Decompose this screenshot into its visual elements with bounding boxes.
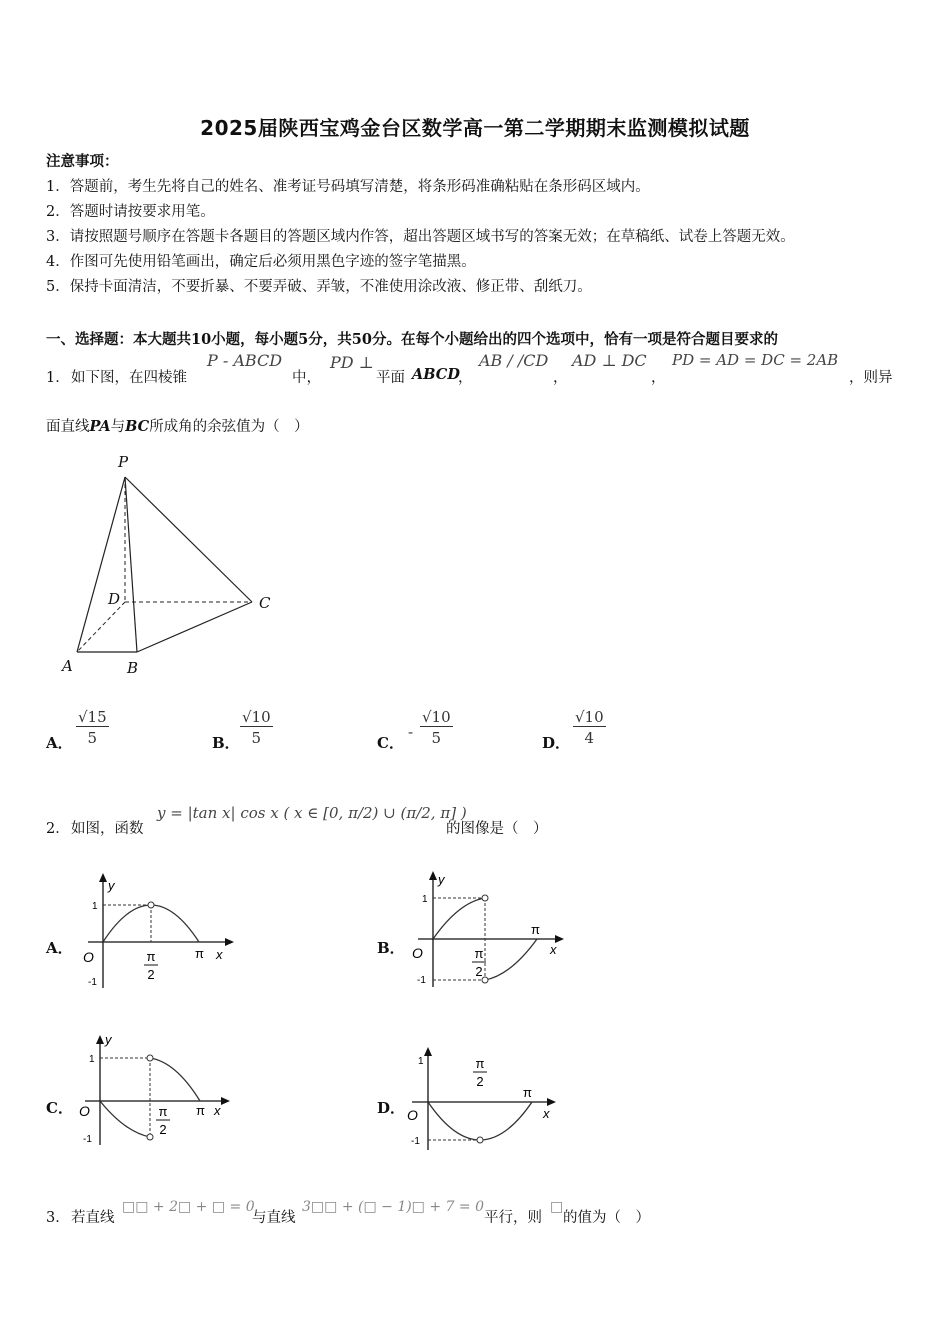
svg-text:x: x [543,1106,550,1121]
q1-option-b-value: $\frac{√10}{5}$ [242,708,271,747]
q1-option-a-value: $\frac{√15}{5}$ [78,708,107,747]
q3-text: 若直线 [71,1210,115,1226]
svg-text:x: x [550,942,557,957]
tick-pi-half-num: π [146,949,156,964]
tick-neg-one: -1 [88,977,97,988]
note-item: 4．作图可先使用铅笔画出，确定后必须用黑色字迹的签字笔描黑。 [46,254,476,270]
q1-text: ，则异 [849,370,893,386]
axis-label-y: y [108,878,115,893]
svg-text:x: x [214,1103,221,1118]
q1-text: ， [458,370,473,386]
q1-text: ， [553,370,568,386]
page-title: 2025届陕西宝鸡金台区数学高一第二学期期末监测模拟试题 [200,116,750,140]
svg-text:-1: -1 [83,1134,92,1145]
q1-text: 平面 [376,370,405,386]
svg-text:y: y [438,872,445,887]
q1-line2: 面直线PA与BC所成角的余弦值为（ ） [46,418,309,435]
q2-graph-a [78,868,248,998]
q1-option-d-label[interactable]: D． [542,734,571,752]
origin-label: O [83,949,94,965]
q1-option-c-value: $\frac{√10}{5}$ [422,708,451,747]
q3-text: 平行，则 [484,1210,542,1226]
q2-option-c-label[interactable]: C． [46,1099,73,1117]
svg-text:y: y [105,1032,112,1047]
q2-formula: y = |tan x| cos x ( x ∈ [0, π/2) ∪ (π/2, π] ) [157,804,467,822]
note-item: 5．保持卡面清洁，不要折暴、不要弄破、弄皱，不准使用涂改液、修正带、刮纸刀。 [46,279,592,295]
note-item: 3．请按照题号顺序在答题卡各题目的答题区域内作答，超出答题区域书写的答案无效；在草稿纸、试卷上答题无效。 [46,229,795,245]
q1-math-parallel: AB / /CD [479,351,549,370]
vertex-label-a: A [62,657,73,675]
q3-number: 3． [46,1210,70,1226]
svg-text:π: π [531,922,540,937]
vertex-label-p: P [118,453,129,471]
q2-text: 如图，函数 [71,821,144,837]
q2-graph-c [76,1030,246,1150]
q2-option-b-label[interactable]: B． [377,939,405,957]
svg-text:π: π [158,1104,168,1119]
svg-text:O: O [407,1107,418,1123]
q1-option-c-label[interactable]: C． [377,734,404,752]
vertex-label-b: B [127,659,139,677]
q1-text: ， [651,370,666,386]
note-item: 1．答题前，考生先将自己的姓名、准考证号码填写清楚，将条形码准确粘贴在条形码区域内。 [46,179,650,195]
q3-line1-equation: □□ + 2□ + □ = 0 [122,1199,255,1215]
q2-text: 的图像是（ ） [446,821,548,837]
q1-plane: ABCD [412,366,460,383]
vertex-label-c: C [259,594,271,612]
q1-pyramid-figure [55,450,285,680]
vertex-label-d: D [108,590,121,608]
q2-option-a-label[interactable]: A． [46,939,73,957]
q1-math-equal: PD = AD = DC = 2AB [672,351,839,369]
svg-text:-1: -1 [411,1136,420,1147]
q1-text: 中， [292,370,321,386]
svg-text:O: O [412,945,423,961]
svg-text:O: O [79,1103,90,1119]
q3-text: 的值为（ ） [563,1210,650,1226]
svg-text:1: 1 [422,894,428,905]
q1-option-b-label[interactable]: B． [212,734,240,752]
q2-option-d-label[interactable]: D． [377,1099,406,1117]
q1-number: 1． [46,370,70,386]
q3-text: 与直线 [252,1210,296,1226]
tick-one: 1 [92,901,98,912]
q1-option-c-sign: - [408,723,414,741]
axis-label-x: x [216,947,223,962]
q1-option-d-value: $\frac{√10}{4}$ [575,708,604,747]
note-item: 2．答题时请按要求用笔。 [46,204,215,220]
svg-text:π: π [475,1056,485,1071]
notes-heading: 注意事项： [46,153,119,170]
q1-math-perp: PD ⊥ [330,353,374,372]
tick-pi: π [195,946,204,961]
q3-variable: □ [550,1199,564,1215]
svg-text:π: π [523,1085,532,1100]
q1-math-perp2: AD ⊥ DC [572,351,647,370]
svg-text:2: 2 [475,964,483,979]
q2-number: 2． [46,821,70,837]
svg-text:π: π [474,946,484,961]
svg-text:π: π [196,1103,205,1118]
svg-text:-1: -1 [417,975,426,986]
svg-text:2: 2 [476,1074,484,1089]
q2-graph-d [400,1040,570,1155]
q1-text: 如下图，在四棱锥 [71,370,187,386]
svg-text:1: 1 [89,1054,95,1065]
q2-graph-b [400,862,575,992]
svg-text:2: 2 [159,1122,167,1137]
svg-text:1: 1 [418,1056,424,1067]
q1-option-a-label[interactable]: A． [46,734,73,752]
q3-line2-equation: 3□□ + (□ − 1)□ + 7 = 0 [302,1199,484,1215]
tick-pi-half-den: 2 [147,967,155,982]
section-heading: 一、选择题：本大题共10小题，每小题5分，共50分。在每个小题给出的四个选项中，恰有一项是符合题目要求的 [46,331,778,348]
q1-math-pyramid: P - ABCD [207,351,283,370]
